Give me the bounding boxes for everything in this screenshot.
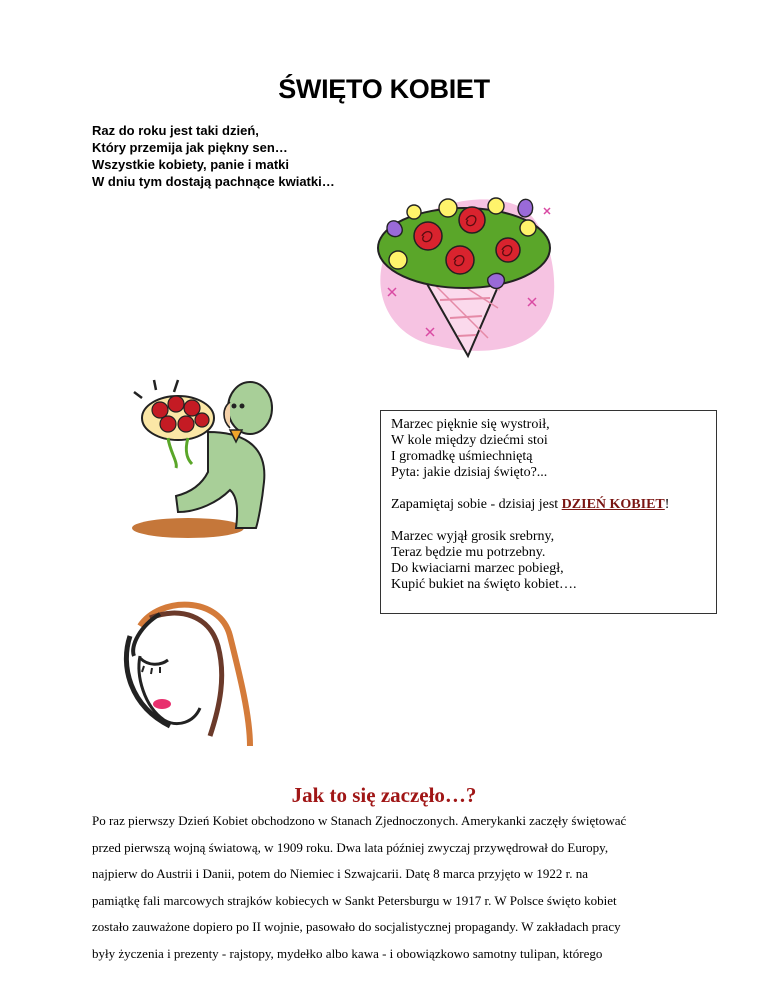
page-title: ŚWIĘTO KOBIET xyxy=(278,74,490,105)
bouquet-clipart xyxy=(368,178,560,368)
man-with-flowers-clipart xyxy=(118,372,298,544)
answer-prefix: Zapamiętaj sobie - dzisiaj jest xyxy=(391,497,562,512)
poem-line: W kole między dziećmi stoi xyxy=(391,433,548,448)
woman-face-clipart xyxy=(100,596,260,756)
paragraph-line: zostało zauważone dopiero po II wojnie, pasowało do socjalistycznej propagandy. W zakładach pracy xyxy=(92,919,621,934)
answer-suffix: ! xyxy=(664,497,670,512)
answer-highlight: DZIEŃ KOBIET xyxy=(561,497,665,512)
poem-line: Kupić bukiet na święto kobiet…. xyxy=(391,577,577,592)
poem-line: Marzec pięknie się wystroił, xyxy=(391,417,550,432)
paragraph-line: pamiątkę fali marcowych strajków kobiecych w Sankt Petersburgu w 1917 r. W Polsce święto kobiet xyxy=(92,892,617,908)
poem-line: Marzec wyjął grosik srebrny, xyxy=(391,529,555,544)
poem-box xyxy=(380,410,717,614)
poem-answer-line xyxy=(391,497,706,513)
history-paragraph xyxy=(92,808,692,967)
poem-line: I gromadkę uśmiechniętą xyxy=(391,449,533,464)
poem-line: Teraz będzie mu potrzebny. xyxy=(391,545,546,560)
section-heading: Jak to się zaczęło…? xyxy=(291,783,477,808)
paragraph-line: przed pierwszą wojną światową, w 1909 roku. Dwa lata później zwyczaj przywędrował do Europy, xyxy=(92,839,609,855)
intro-poem xyxy=(92,122,335,190)
intro-poem-line: W dniu tym dostają pachnące kwiatki… xyxy=(92,174,335,189)
intro-poem-line: Który przemija jak piękny sen… xyxy=(92,140,288,155)
paragraph-line: najpierw do Austrii i Danii, potem do Niemiec i Szwajcarii. Datę 8 marca przyjęto w 1922 r. na xyxy=(92,866,589,881)
intro-poem-line: Wszystkie kobiety, panie i matki xyxy=(92,157,289,172)
paragraph-line: były życzenia i prezenty - rajstopy, mydełko albo kawa - i obowiązkowo samotny tulipan, którego xyxy=(92,945,603,961)
intro-poem-line: Raz do roku jest taki dzień, xyxy=(92,123,259,138)
poem-line: Do kwiaciarni marzec pobiegł, xyxy=(391,561,564,576)
paragraph-line: Po raz pierwszy Dzień Kobiet obchodzono w Stanach Zjednoczonych. Amerykanki zaczęły świętować xyxy=(92,813,627,828)
poem-line: Pyta: jakie dzisiaj święto?... xyxy=(391,465,548,480)
